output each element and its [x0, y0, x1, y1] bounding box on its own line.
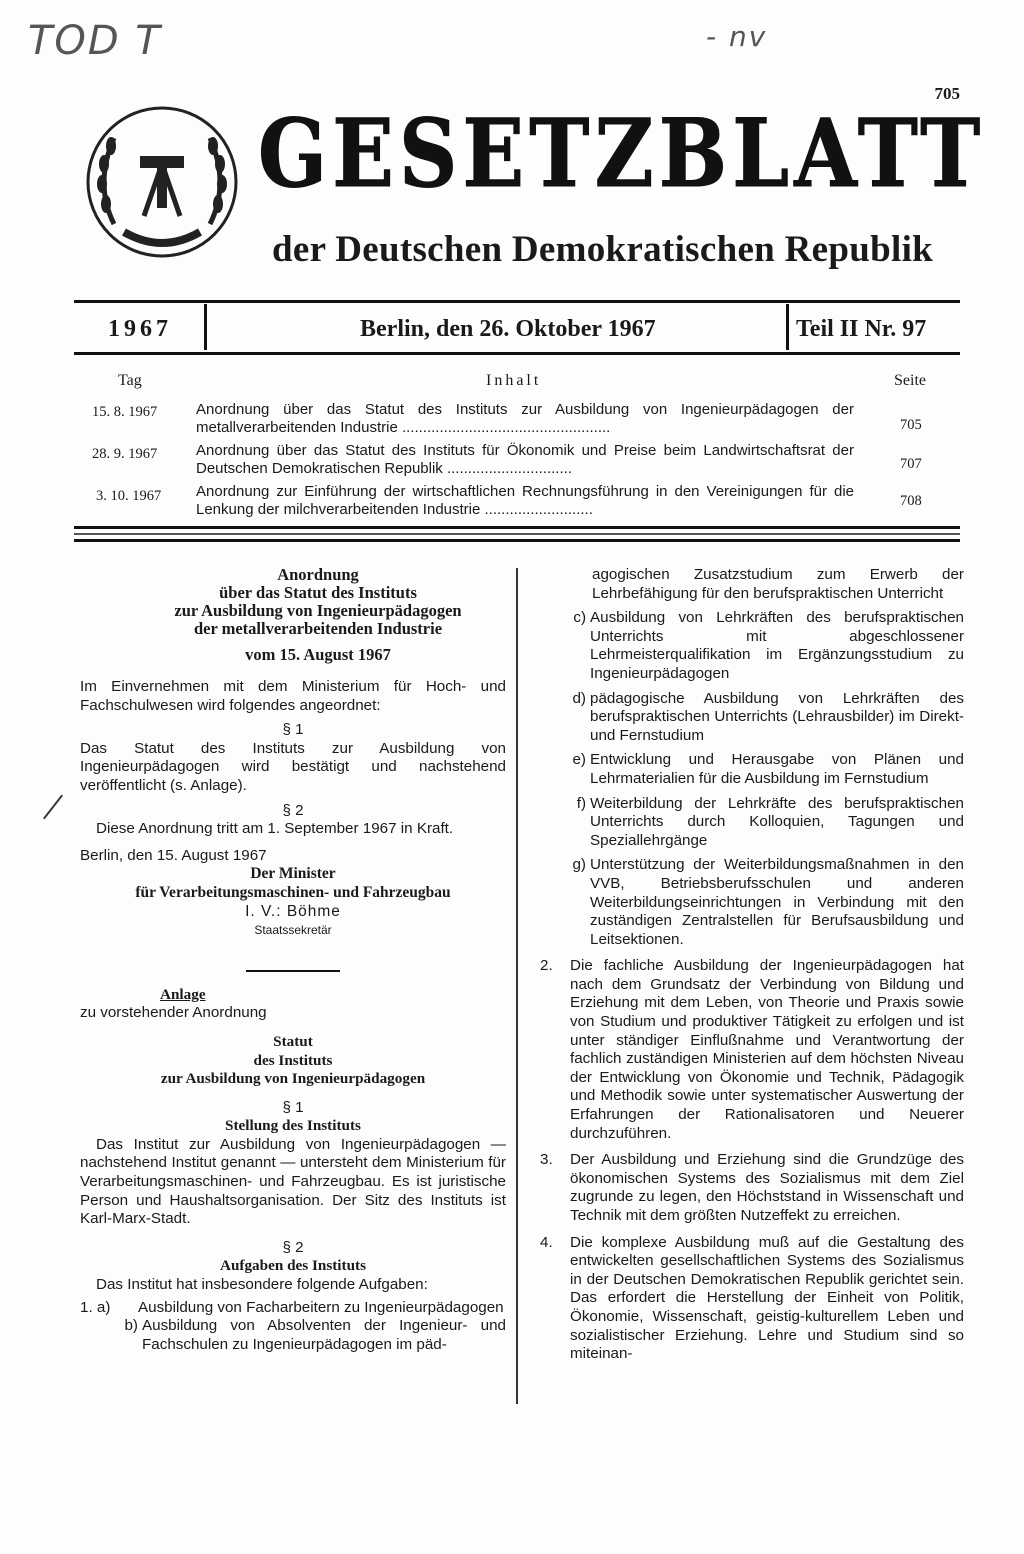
section-1-text: Das Statut des Instituts zur Ausbildung von Ingenieurpädagogen wird bestätigt und nachstehend veröffentlicht (s. Anlage).: [80, 739, 506, 794]
signatory-name: I. V.: Böhme: [245, 902, 341, 920]
state-emblem-icon: [84, 104, 240, 260]
right-column: [540, 566, 964, 1364]
bottom-rule: [74, 352, 960, 355]
task-label: e): [572, 751, 586, 769]
issue-place-date: Berlin, den 26. Oktober 1967: [360, 316, 656, 342]
task-text: Weiterbildung der Lehrkräfte des berufspraktischen Unterrichts durch Kolloquien, Tagungen und Speziallehrgänge: [590, 794, 964, 849]
statute-section-1-heading: § 1: [282, 1098, 304, 1116]
page-number: 705: [934, 84, 960, 103]
section-2-text: Diese Anordnung tritt am 1. September 1967 in Kraft.: [96, 820, 454, 838]
statute-title-3: zur Ausbildung von Ingenieurpädagogen: [160, 1070, 426, 1088]
toc-col-page: Seite: [894, 372, 926, 389]
statute-title-2: des Instituts: [253, 1051, 333, 1069]
separator-rule: [246, 970, 340, 972]
toc-entry-text[interactable]: Anordnung über das Statut des Instituts für Ökonomik und Preise beim Landwirtschaftsrat der Deutschen Demokratischen Republik ..............................: [196, 442, 854, 477]
statute-section-1-text: Das Institut zur Ausbildung von Ingenieurpädagogen — nachstehend Institut genannt — untersteht dem Ministerium für Verarbeitungsmaschinen- und Fahrzeugbau. Es ist juristische Person und Haushaltsorganisation. Der Sitz des Instituts ist Karl-Marx-Stadt.: [80, 1135, 506, 1228]
statute-section-2-heading: § 2: [282, 1238, 304, 1256]
column-divider: [516, 568, 518, 1404]
task-text: Die fachliche Ausbildung der Ingenieurpädagogen hat nach dem Grundsatz der Verbindung von Bildung und Erziehung mit dem Leben, von Theorie und Praxis sowie von Studium und produktiver Tätigkeit zu erfolgen und ist unter ständiger Einflußnahme und Verantwortung der fachlich zuständigen Ministerien auf dem höchsten Niveau der Entwicklung von Ökonomie und Technik, Pädagogik und Methodik sowie unter systematischer Auswertung der Erfahrungen der Rationalisatoren und Neuerer durchzuführen.: [570, 957, 964, 1142]
task-text: pädagogische Ausbildung von Lehrkräften des berufspraktischen Unterrichts (Lehrausbilder) im Direkt- und Fernstudium: [590, 689, 964, 744]
ordinance-title-3: zur Ausbildung von Ingenieurpädagogen: [174, 601, 462, 620]
left-column: [80, 566, 506, 1354]
ordinance-title-4: der metallverarbeitenden Industrie: [193, 619, 443, 638]
divider-2: [786, 304, 789, 350]
task-label: b): [124, 1317, 138, 1335]
toc-rule-2: [74, 533, 960, 535]
toc-col-date: Tag: [118, 372, 142, 389]
task-label: 4.: [540, 1233, 553, 1251]
toc-entry-page: 708: [900, 493, 922, 509]
section-1-heading: § 1: [282, 721, 304, 739]
masthead-subtitle: der Deutschen Demokratischen Republik: [272, 229, 934, 270]
toc-entry-date: 15. 8. 1967: [92, 404, 158, 420]
task-text: Ausbildung von Facharbeitern zu Ingenieurpädagogen: [138, 1298, 504, 1316]
task-1b-continuation: agogischen Zusatzstudium zum Erwerb der Lehrbefähigung für den berufspraktischen Unterricht: [592, 566, 964, 602]
toc-entry-date: 28. 9. 1967: [92, 446, 158, 462]
statute-section-1-title: Stellung des Instituts: [225, 1117, 361, 1135]
task-label: 2.: [540, 957, 553, 975]
masthead-title: GESETZBLATT: [258, 99, 986, 209]
task-item-f: [540, 795, 964, 851]
task-item-4: [540, 1234, 964, 1364]
annex-subtitle: zu vorstehender Anordnung: [80, 1004, 267, 1022]
ordinance-date: vom 15. August 1967: [245, 645, 391, 664]
handwritten-note-top-right: - nv: [706, 20, 768, 53]
toc-entry-text[interactable]: Anordnung zur Einführung der wirtschaftlichen Rechnungsführung in den Vereinigungen für die Lenkung der milchverarbeitenden Industrie ..........................: [196, 483, 854, 518]
task-item-c: [540, 609, 964, 683]
issue-part-number: Teil II Nr. 97: [796, 316, 927, 342]
task-text: Entwicklung und Herausgabe von Plänen und Lehrmaterialien für die Ausbildung im Fernstudium: [590, 751, 964, 787]
toc-rule-1: [74, 526, 960, 529]
task-item-2: [540, 957, 964, 1143]
top-rule: [74, 300, 960, 303]
task-text: Die komplexe Ausbildung muß auf die Gestaltung des entwickelten gesellschaftlichen Systems des Sozialismus in der Deutschen Demokratischen Republik gerichtet sein. Das erfordert die Herstellung der Einheit von Politik, Ökonomie, Wissenschaft, geistig-kulturellem Leben und sozialistischer Erziehung. Lehre und Studium sind so miteinan-: [570, 1233, 964, 1363]
toc-entry-date: 3. 10. 1967: [96, 488, 162, 504]
handwritten-note-top-left: TOD T: [28, 18, 162, 64]
task-label: f): [576, 794, 586, 812]
ordinance-title-1: Anordnung: [277, 565, 359, 584]
statute-section-2-title: Aufgaben des Instituts: [219, 1257, 366, 1275]
toc-entry-text[interactable]: Anordnung über das Statut des Instituts zur Ausbildung von Ingenieurpädagogen der metallverarbeitenden Industrie ..................................................: [196, 401, 854, 436]
annex-title: Anlage: [160, 985, 206, 1003]
task-text: Der Ausbildung und Erziehung sind die Grundzüge des ökonomischen Systems des Sozialismus mit dem Ziel zugrunde zu legen, den Höchststand in Wissenschaft und Technik mit dem größten Nutzeffekt zu erreichen.: [570, 1151, 964, 1224]
issue-year: 1967: [108, 316, 172, 342]
task-item-e: [540, 751, 964, 788]
task-label: 3.: [540, 1151, 553, 1169]
divider-1: [204, 304, 207, 350]
section-2-heading: § 2: [282, 801, 304, 819]
toc-col-title: Inhalt: [486, 372, 542, 389]
task-text: Ausbildung von Absolventen der Ingenieur- und Fachschulen zu Ingenieurpädagogen im päd-: [142, 1317, 506, 1353]
ordinance-intro: Im Einvernehmen mit dem Ministerium für Hoch- und Fachschulwesen wird folgendes angeordnet:: [80, 678, 506, 714]
task-item-1a: [80, 1299, 506, 1318]
signatory-title: Der Minister: [250, 865, 336, 883]
ordinance-title-2: über das Statut des Instituts: [219, 583, 417, 602]
task-item-g: [540, 856, 964, 949]
task-label: d): [572, 689, 586, 707]
toc-rule-3: [74, 539, 960, 542]
ordinance-place-date: Berlin, den 15. August 1967: [80, 846, 267, 864]
task-text: Unterstützung der Weiterbildungsmaßnahmen in den VVB, Betriebsberufsschulen und anderen Weiterbildungseinrichtungen in Verbindung mit den zuständigen Zentralstellen für Berufsausbildung und Leitsektionen.: [590, 856, 964, 948]
task-item-d: [540, 690, 964, 746]
task-label: c): [573, 609, 586, 627]
signatory-ministry: für Verarbeitungsmaschinen- und Fahrzeugbau: [135, 883, 451, 901]
signatory-role: Staatssekretär: [254, 923, 332, 938]
toc-entry-page: 705: [900, 417, 922, 433]
statute-title-1: Statut: [273, 1032, 313, 1050]
margin-pen-mark: [43, 795, 63, 820]
task-item-3: [540, 1151, 964, 1225]
toc-entry-page: 707: [900, 456, 922, 472]
statute-section-2-intro: Das Institut hat insbesondere folgende Aufgaben:: [96, 1276, 428, 1294]
task-label: 1. a): [80, 1298, 111, 1316]
task-label: g): [572, 856, 586, 874]
task-item-1b: [80, 1317, 506, 1354]
task-text: Ausbildung von Lehrkräften des berufspraktischen Unterrichts mit abgeschlossener Lehrmeisterqualifikation im Ergänzungsstudium zu Ingenieurpädagogen: [590, 609, 964, 682]
